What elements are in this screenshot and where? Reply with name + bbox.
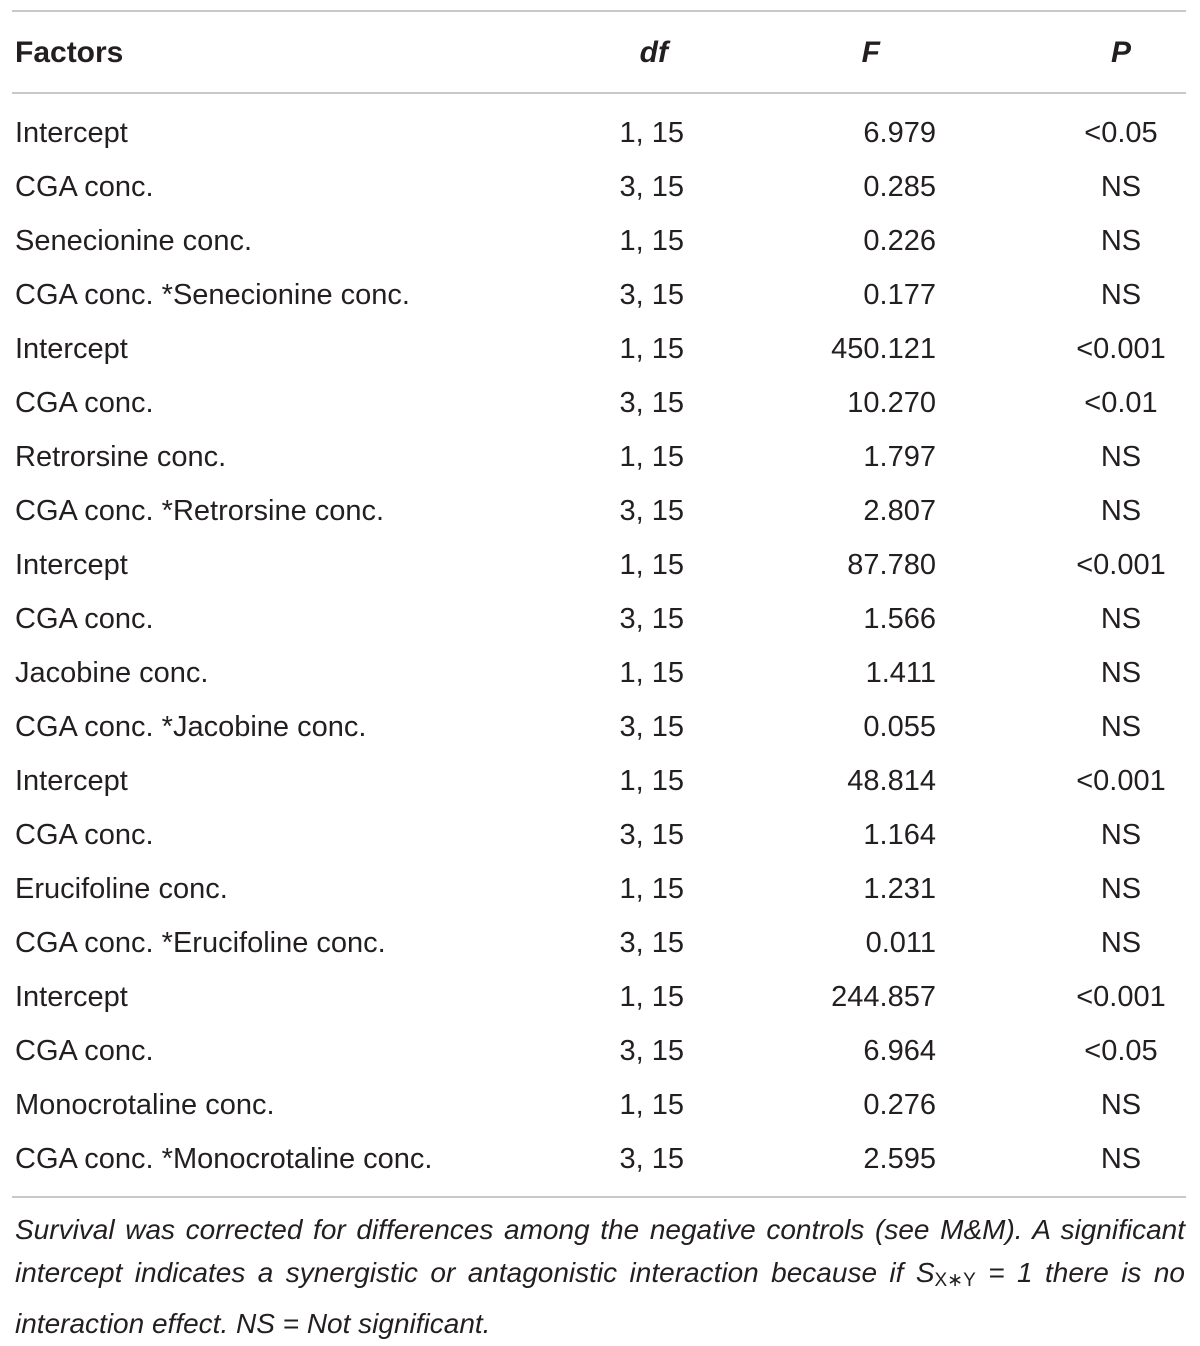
- cell-factor: Intercept: [15, 765, 128, 797]
- cell-p: <0.001: [1076, 765, 1166, 797]
- table-row: [0, 160, 1200, 214]
- cell-factor: CGA conc. *Retrorsine conc.: [15, 495, 385, 527]
- cell-df: 3, 15: [619, 1035, 684, 1067]
- table-top-rule: [12, 10, 1186, 12]
- table-footnote: [15, 1208, 1185, 1345]
- header-df: df: [639, 36, 668, 69]
- cell-factor: CGA conc.: [15, 171, 154, 203]
- cell-factor: Senecionine conc.: [15, 225, 252, 257]
- table-bottom-rule: [12, 1196, 1186, 1198]
- table-row: [0, 808, 1200, 862]
- cell-f: 1.411: [865, 657, 936, 689]
- cell-df: 1, 15: [619, 549, 684, 581]
- table-row: [0, 1024, 1200, 1078]
- cell-df: 1, 15: [619, 657, 684, 689]
- cell-f: 10.270: [847, 387, 936, 419]
- cell-f: 0.276: [863, 1089, 936, 1121]
- table-row: [0, 484, 1200, 538]
- cell-p: NS: [1100, 1089, 1142, 1121]
- cell-factor: Jacobine conc.: [15, 657, 209, 689]
- cell-p: NS: [1100, 171, 1142, 203]
- cell-f: 1.797: [863, 441, 936, 473]
- table-body: [0, 106, 1200, 1186]
- cell-factor: CGA conc. *Jacobine conc.: [15, 711, 367, 743]
- cell-p: <0.05: [1084, 117, 1158, 149]
- cell-df: 3, 15: [619, 819, 684, 851]
- cell-f: 244.857: [831, 981, 936, 1013]
- table-header-row: [0, 28, 1200, 78]
- table-row: [0, 1132, 1200, 1186]
- cell-f: 0.226: [863, 225, 936, 257]
- cell-factor: Intercept: [15, 549, 128, 581]
- cell-p: NS: [1100, 495, 1142, 527]
- cell-factor: CGA conc. *Monocrotaline conc.: [15, 1143, 433, 1175]
- table-row: [0, 376, 1200, 430]
- cell-f: 48.814: [847, 765, 936, 797]
- cell-factor: CGA conc.: [15, 819, 154, 851]
- cell-factor: Intercept: [15, 333, 128, 365]
- cell-df: 3, 15: [619, 603, 684, 635]
- cell-factor: CGA conc.: [15, 1035, 154, 1067]
- cell-f: 1.231: [863, 873, 936, 905]
- cell-p: NS: [1100, 279, 1142, 311]
- table-row: [0, 322, 1200, 376]
- cell-df: 1, 15: [619, 333, 684, 365]
- table-row: [0, 106, 1200, 160]
- cell-p: NS: [1100, 819, 1142, 851]
- cell-p: NS: [1100, 225, 1142, 257]
- cell-df: 1, 15: [619, 117, 684, 149]
- cell-f: 1.164: [863, 819, 936, 851]
- cell-f: 87.780: [847, 549, 936, 581]
- cell-df: 1, 15: [619, 981, 684, 1013]
- cell-df: 3, 15: [619, 1143, 684, 1175]
- cell-factor: Monocrotaline conc.: [15, 1089, 275, 1121]
- table-row: [0, 646, 1200, 700]
- cell-df: 1, 15: [619, 441, 684, 473]
- cell-p: NS: [1100, 711, 1142, 743]
- cell-factor: CGA conc. *Senecionine conc.: [15, 279, 410, 311]
- cell-f: 0.285: [863, 171, 936, 203]
- table-row: [0, 214, 1200, 268]
- cell-p: NS: [1100, 603, 1142, 635]
- table-row: [0, 862, 1200, 916]
- cell-df: 3, 15: [619, 387, 684, 419]
- cell-df: 3, 15: [619, 711, 684, 743]
- table-row: [0, 916, 1200, 970]
- cell-factor: Intercept: [15, 981, 128, 1013]
- cell-f: 1.566: [863, 603, 936, 635]
- footnote-text-1: Survival was corrected for differences among the negative controls (see M&M). A significant intercept indicates a synergistic or antagonistic interaction because if: [15, 1214, 1185, 1288]
- cell-factor: CGA conc.: [15, 603, 154, 635]
- cell-p: NS: [1100, 657, 1142, 689]
- cell-df: 3, 15: [619, 279, 684, 311]
- cell-factor: Erucifoline conc.: [15, 873, 228, 905]
- cell-p: <0.001: [1076, 333, 1166, 365]
- cell-df: 1, 15: [619, 765, 684, 797]
- table-row: [0, 430, 1200, 484]
- header-factors: Factors: [15, 36, 124, 69]
- header-f: F: [861, 36, 880, 69]
- cell-f: 6.979: [863, 117, 936, 149]
- cell-p: <0.001: [1076, 981, 1166, 1013]
- table-row: [0, 592, 1200, 646]
- cell-f: 0.177: [863, 279, 936, 311]
- cell-p: <0.01: [1084, 387, 1158, 419]
- cell-df: 1, 15: [619, 1089, 684, 1121]
- cell-f: 2.595: [863, 1143, 936, 1175]
- cell-p: NS: [1100, 441, 1142, 473]
- table-row: [0, 754, 1200, 808]
- table-row: [0, 538, 1200, 592]
- cell-p: NS: [1100, 1143, 1142, 1175]
- cell-factor: CGA conc. *Erucifoline conc.: [15, 927, 386, 959]
- footnote-text-2: = 1 there is no interaction effect. NS = Not significant.: [15, 1257, 1185, 1339]
- cell-f: 2.807: [863, 495, 936, 527]
- cell-p: NS: [1100, 927, 1142, 959]
- cell-df: 3, 15: [619, 171, 684, 203]
- table-row: [0, 970, 1200, 1024]
- cell-f: 0.055: [863, 711, 936, 743]
- cell-f: 450.121: [831, 333, 936, 365]
- cell-p: <0.05: [1084, 1035, 1158, 1067]
- footnote-symbol: S: [915, 1257, 935, 1288]
- cell-p: <0.001: [1076, 549, 1166, 581]
- cell-df: 1, 15: [619, 873, 684, 905]
- cell-factor: Retrorsine conc.: [15, 441, 227, 473]
- footnote-subscript: X∗Y: [934, 1270, 976, 1291]
- table-row: [0, 268, 1200, 322]
- cell-factor: Intercept: [15, 117, 128, 149]
- cell-factor: CGA conc.: [15, 387, 154, 419]
- cell-df: 3, 15: [619, 927, 684, 959]
- cell-df: 1, 15: [619, 225, 684, 257]
- cell-f: 6.964: [863, 1035, 936, 1067]
- cell-p: NS: [1100, 873, 1142, 905]
- cell-f: 0.011: [865, 927, 936, 959]
- table-row: [0, 1078, 1200, 1132]
- table-header-rule: [12, 92, 1186, 94]
- table-row: [0, 700, 1200, 754]
- cell-df: 3, 15: [619, 495, 684, 527]
- header-p: P: [1110, 36, 1131, 69]
